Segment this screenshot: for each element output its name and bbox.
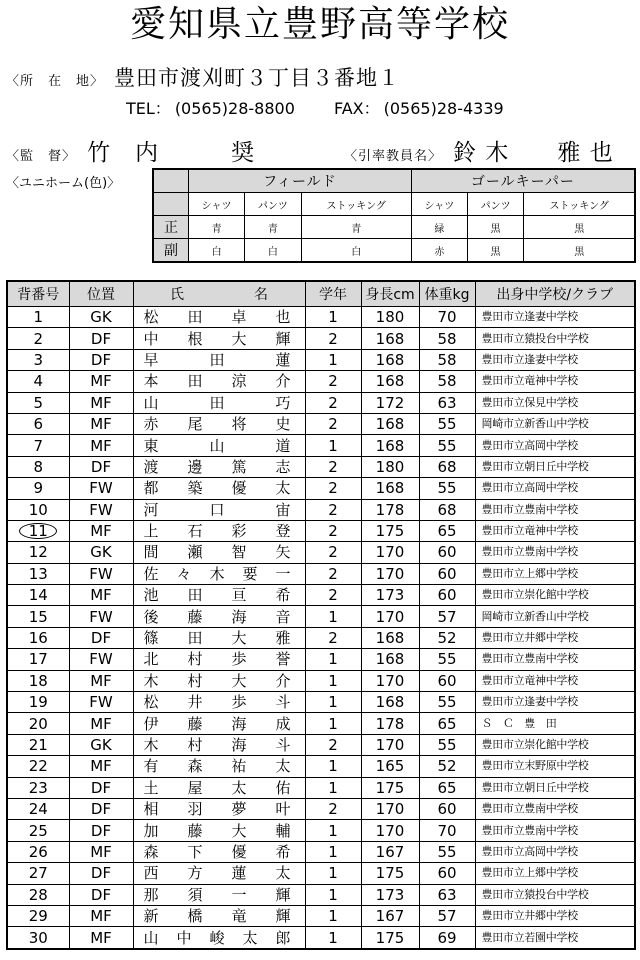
player-name: 赤尾将史: [133, 413, 305, 434]
player-number: 1: [7, 307, 69, 328]
table-row: [7, 627, 635, 648]
table-row: [7, 863, 635, 884]
uniform-row-secondary: 副: [153, 239, 189, 263]
player-height: 175: [361, 520, 419, 541]
player-grade: 1: [305, 670, 361, 691]
uniform-item: シャツ: [411, 193, 467, 216]
player-position: MF: [69, 392, 133, 413]
uniform-corner: [153, 193, 189, 216]
leader-label: 〈引率教員名〉: [344, 149, 443, 164]
player-school: 豊田市立井郷中学校: [475, 905, 635, 926]
player-weight: 60: [419, 542, 475, 563]
player-number: 24: [7, 798, 69, 819]
table-row: [7, 756, 635, 777]
tel-value: (0565)28-8800: [174, 99, 295, 118]
player-number: 5: [7, 392, 69, 413]
table-row: [7, 798, 635, 819]
player-grade: 2: [305, 627, 361, 648]
player-name: 都築優太: [133, 478, 305, 499]
player-grade: 2: [305, 563, 361, 584]
contact-line: [126, 96, 538, 119]
coach-name: 竹 内 奨: [87, 140, 256, 166]
player-grade: 2: [305, 798, 361, 819]
player-number: 6: [7, 413, 69, 434]
table-row: [7, 905, 635, 926]
player-number: 19: [7, 692, 69, 713]
table-row: [7, 542, 635, 563]
player-school: 豊田市立上郷中学校: [475, 863, 635, 884]
uniform-item: ストッキング: [524, 193, 635, 216]
player-height: 170: [361, 563, 419, 584]
player-height: 173: [361, 585, 419, 606]
player-number: 7: [7, 435, 69, 456]
table-row: [7, 349, 635, 370]
player-name: 那須一輝: [133, 884, 305, 905]
player-school: 豊田市立豊南中学校: [475, 499, 635, 520]
player-school: 豊田市立上郷中学校: [475, 563, 635, 584]
player-grade: 2: [305, 520, 361, 541]
table-row: [7, 606, 635, 627]
player-number: [7, 520, 69, 541]
player-height: 170: [361, 820, 419, 841]
player-height: 180: [361, 307, 419, 328]
player-school: 豊田市立末野原中学校: [475, 756, 635, 777]
player-grade: 2: [305, 478, 361, 499]
table-row: [7, 392, 635, 413]
player-weight: 68: [419, 499, 475, 520]
uniform-item: パンツ: [467, 193, 524, 216]
player-height: 165: [361, 756, 419, 777]
captain-circle: 11: [19, 523, 57, 539]
player-grade: 1: [305, 606, 361, 627]
player-weight: 60: [419, 863, 475, 884]
player-school: 豊田市立逢妻中学校: [475, 692, 635, 713]
uniform-color: 黒: [524, 216, 635, 239]
roster-table: [6, 280, 636, 950]
player-position: MF: [69, 371, 133, 392]
player-school: 豊田市立若園中学校: [475, 927, 635, 949]
player-position: DF: [69, 328, 133, 349]
player-weight: 52: [419, 756, 475, 777]
uniform-color: 赤: [411, 239, 467, 263]
player-number: 13: [7, 563, 69, 584]
player-school: 岡崎市立新香山中学校: [475, 606, 635, 627]
player-position: DF: [69, 777, 133, 798]
player-weight: 63: [419, 392, 475, 413]
player-weight: 55: [419, 649, 475, 670]
uniform-color: 白: [189, 239, 245, 263]
player-position: FW: [69, 478, 133, 499]
uniform-color: 青: [245, 216, 302, 239]
player-number: 2: [7, 328, 69, 349]
fax-value: (0565)28-4339: [383, 99, 504, 118]
player-height: 168: [361, 627, 419, 648]
player-number: 9: [7, 478, 69, 499]
player-weight: 60: [419, 563, 475, 584]
table-row: [7, 499, 635, 520]
player-grade: 2: [305, 734, 361, 755]
player-number: 16: [7, 627, 69, 648]
roster-body: [7, 307, 635, 949]
player-weight: 63: [419, 884, 475, 905]
player-number: 10: [7, 499, 69, 520]
player-weight: 55: [419, 692, 475, 713]
player-name: 松田卓也: [133, 307, 305, 328]
address-value: 豊田市渡刈町３丁目３番地１: [114, 66, 401, 90]
player-number: 4: [7, 371, 69, 392]
table-row: [7, 328, 635, 349]
player-height: 172: [361, 392, 419, 413]
uniform-table: [152, 168, 636, 263]
player-name: 有森祐太: [133, 756, 305, 777]
player-number: 15: [7, 606, 69, 627]
player-position: GK: [69, 542, 133, 563]
player-grade: 1: [305, 349, 361, 370]
player-weight: 65: [419, 713, 475, 734]
col-number: 背番号: [7, 281, 69, 307]
player-grade: 1: [305, 777, 361, 798]
player-number: 14: [7, 585, 69, 606]
coach-line: [6, 134, 255, 167]
player-name: 本田涼介: [133, 371, 305, 392]
player-grade: 1: [305, 841, 361, 862]
uniform-color: 白: [301, 239, 411, 263]
player-number: 20: [7, 713, 69, 734]
player-school: 豊田市立竜神中学校: [475, 670, 635, 691]
player-number: 29: [7, 905, 69, 926]
table-row: [7, 841, 635, 862]
player-school: 豊田市立保見中学校: [475, 392, 635, 413]
player-school: 豊田市立朝日丘中学校: [475, 456, 635, 477]
uniform-color: 青: [189, 216, 245, 239]
player-grade: 2: [305, 371, 361, 392]
player-weight: 60: [419, 670, 475, 691]
player-weight: 69: [419, 927, 475, 949]
player-height: 175: [361, 927, 419, 949]
table-row: [7, 435, 635, 456]
player-grade: 1: [305, 756, 361, 777]
col-height: 身長cm: [361, 281, 419, 307]
player-number: 30: [7, 927, 69, 949]
player-name: 土屋太佑: [133, 777, 305, 798]
player-name: 木村海斗: [133, 734, 305, 755]
player-grade: 2: [305, 328, 361, 349]
player-grade: 1: [305, 307, 361, 328]
player-grade: 1: [305, 649, 361, 670]
player-weight: 55: [419, 478, 475, 499]
player-weight: 55: [419, 841, 475, 862]
player-grade: 1: [305, 692, 361, 713]
table-row: [7, 734, 635, 755]
table-row: [7, 371, 635, 392]
player-position: FW: [69, 606, 133, 627]
player-school: 豊田市立崇化館中学校: [475, 734, 635, 755]
player-position: MF: [69, 713, 133, 734]
uniform-item: シャツ: [189, 193, 245, 216]
player-name: 篠田大雅: [133, 627, 305, 648]
table-row: [7, 585, 635, 606]
player-weight: 68: [419, 456, 475, 477]
player-school: 豊田市立朝日丘中学校: [475, 777, 635, 798]
player-school: 豊田市立高岡中学校: [475, 841, 635, 862]
player-height: 167: [361, 905, 419, 926]
player-name: 東山道: [133, 435, 305, 456]
table-row: [7, 649, 635, 670]
player-height: 168: [361, 349, 419, 370]
tel-label: TEL：: [126, 99, 171, 118]
player-school: 豊田市立豊南中学校: [475, 798, 635, 819]
leader-line: [344, 134, 614, 167]
player-grade: 1: [305, 884, 361, 905]
player-name: 早田蓮: [133, 349, 305, 370]
player-position: FW: [69, 692, 133, 713]
player-height: 168: [361, 328, 419, 349]
player-position: MF: [69, 905, 133, 926]
player-number: 12: [7, 542, 69, 563]
player-weight: 55: [419, 435, 475, 456]
player-name: 後藤海音: [133, 606, 305, 627]
table-row: [7, 692, 635, 713]
fax-label: FAX：: [333, 99, 380, 118]
school-title: 愛知県立豊野高等学校: [129, 4, 510, 45]
player-school: 豊田市立竜神中学校: [475, 520, 635, 541]
player-school: 豊田市立逢妻中学校: [475, 349, 635, 370]
player-grade: 2: [305, 392, 361, 413]
player-height: 173: [361, 884, 419, 905]
player-height: 168: [361, 692, 419, 713]
player-position: DF: [69, 456, 133, 477]
player-position: GK: [69, 734, 133, 755]
uniform-color: 黒: [524, 239, 635, 263]
player-name: 山中峻太郎: [133, 927, 305, 949]
table-row: [7, 413, 635, 434]
player-name: 森下優希: [133, 841, 305, 862]
player-weight: 58: [419, 349, 475, 370]
col-name: 氏 名: [133, 281, 305, 307]
player-height: 168: [361, 413, 419, 434]
player-height: 167: [361, 841, 419, 862]
player-name: 相羽夢叶: [133, 798, 305, 819]
player-grade: 2: [305, 499, 361, 520]
player-height: 180: [361, 456, 419, 477]
uniform-color: 緑: [411, 216, 467, 239]
uniform-row-primary: 正: [153, 216, 189, 239]
table-row: [7, 713, 635, 734]
player-height: 175: [361, 777, 419, 798]
coach-label: 〈監 督〉: [6, 149, 77, 164]
table-row: [7, 670, 635, 691]
player-height: 168: [361, 649, 419, 670]
col-school: 出身中学校/クラブ: [475, 281, 635, 307]
roster-header-row: [7, 281, 635, 307]
uniform-color: 黒: [467, 239, 524, 263]
player-school: 豊田市立崇化館中学校: [475, 585, 635, 606]
player-position: MF: [69, 413, 133, 434]
player-weight: 60: [419, 585, 475, 606]
player-position: FW: [69, 499, 133, 520]
table-row: [7, 563, 635, 584]
player-weight: 65: [419, 520, 475, 541]
player-name: 西方蓮太: [133, 863, 305, 884]
uniform-item: パンツ: [245, 193, 302, 216]
player-height: 170: [361, 670, 419, 691]
player-name: 河口宙: [133, 499, 305, 520]
table-row: [7, 456, 635, 477]
player-weight: 55: [419, 413, 475, 434]
player-position: DF: [69, 820, 133, 841]
player-position: MF: [69, 841, 133, 862]
player-position: GK: [69, 307, 133, 328]
table-row: [7, 777, 635, 798]
player-number: 28: [7, 884, 69, 905]
player-weight: 70: [419, 307, 475, 328]
player-position: FW: [69, 649, 133, 670]
table-row: [7, 820, 635, 841]
player-weight: 60: [419, 798, 475, 819]
uniform-corner: [153, 169, 189, 193]
location-label: 〈所 在 地〉: [6, 74, 105, 89]
uniform-color: 白: [245, 239, 302, 263]
player-name: 中根大輝: [133, 328, 305, 349]
player-position: MF: [69, 585, 133, 606]
player-school: 豊田市立高岡中学校: [475, 478, 635, 499]
player-height: 178: [361, 713, 419, 734]
player-grade: 1: [305, 927, 361, 949]
player-weight: 58: [419, 371, 475, 392]
table-row: [7, 520, 635, 541]
player-position: MF: [69, 435, 133, 456]
player-position: FW: [69, 563, 133, 584]
table-row: [7, 884, 635, 905]
player-school: 岡崎市立新香山中学校: [475, 413, 635, 434]
player-grade: 2: [305, 542, 361, 563]
col-weight: 体重kg: [419, 281, 475, 307]
player-height: 175: [361, 863, 419, 884]
player-name: 渡邊篤志: [133, 456, 305, 477]
uniform-item: ストッキング: [301, 193, 411, 216]
table-row: [7, 478, 635, 499]
player-number: 17: [7, 649, 69, 670]
player-position: DF: [69, 349, 133, 370]
player-weight: 57: [419, 905, 475, 926]
player-name: 伊藤海成: [133, 713, 305, 734]
player-grade: 1: [305, 863, 361, 884]
uniform-color: 黒: [467, 216, 524, 239]
player-weight: 55: [419, 734, 475, 755]
player-school: Ｓ Ｃ 豊 田: [475, 713, 635, 734]
player-name: 池田亘希: [133, 585, 305, 606]
player-number: 27: [7, 863, 69, 884]
player-weight: 58: [419, 328, 475, 349]
player-grade: 1: [305, 905, 361, 926]
leader-name: 鈴 木 雅 也: [453, 140, 614, 166]
player-name: 上石彩登: [133, 520, 305, 541]
player-position: DF: [69, 884, 133, 905]
player-grade: 2: [305, 456, 361, 477]
player-school: 豊田市立豊南中学校: [475, 649, 635, 670]
table-row: [7, 307, 635, 328]
player-name: 北村歩誉: [133, 649, 305, 670]
player-grade: 1: [305, 713, 361, 734]
player-grade: 1: [305, 435, 361, 456]
player-number: 25: [7, 820, 69, 841]
player-name: 新橋竜輝: [133, 905, 305, 926]
player-height: 168: [361, 371, 419, 392]
player-school: 豊田市立豊南中学校: [475, 542, 635, 563]
player-grade: 2: [305, 585, 361, 606]
player-school: 豊田市立逢妻中学校: [475, 307, 635, 328]
player-name: 山田巧: [133, 392, 305, 413]
player-number: 18: [7, 670, 69, 691]
player-weight: 57: [419, 606, 475, 627]
player-position: MF: [69, 756, 133, 777]
player-position: DF: [69, 798, 133, 819]
player-weight: 52: [419, 627, 475, 648]
player-height: 170: [361, 606, 419, 627]
player-height: 170: [361, 798, 419, 819]
player-school: 豊田市立猿投台中学校: [475, 884, 635, 905]
player-number: 23: [7, 777, 69, 798]
player-height: 170: [361, 734, 419, 755]
col-position: 位置: [69, 281, 133, 307]
player-number: 3: [7, 349, 69, 370]
player-name: 加藤大輔: [133, 820, 305, 841]
player-position: MF: [69, 927, 133, 949]
player-weight: 70: [419, 820, 475, 841]
uniform-group-field: フィールド: [189, 169, 412, 193]
uniform-label: 〈ユニホーム(色)〉: [6, 176, 121, 191]
player-grade: 2: [305, 413, 361, 434]
player-number: 26: [7, 841, 69, 862]
player-height: 170: [361, 542, 419, 563]
player-school: 豊田市立竜神中学校: [475, 371, 635, 392]
player-height: 168: [361, 435, 419, 456]
player-position: MF: [69, 670, 133, 691]
player-position: DF: [69, 863, 133, 884]
table-row: [7, 927, 635, 949]
player-position: MF: [69, 520, 133, 541]
player-height: 168: [361, 478, 419, 499]
uniform-group-keeper: ゴールキーパー: [411, 169, 635, 193]
player-name: 佐々木要一: [133, 563, 305, 584]
player-name: 間瀬智矢: [133, 542, 305, 563]
player-name: 木村大介: [133, 670, 305, 691]
address-line: [6, 62, 400, 92]
player-number: 8: [7, 456, 69, 477]
player-weight: 65: [419, 777, 475, 798]
player-school: 豊田市立豊南中学校: [475, 820, 635, 841]
player-number: 22: [7, 756, 69, 777]
player-position: DF: [69, 627, 133, 648]
player-name: 松井歩斗: [133, 692, 305, 713]
player-school: 豊田市立井郷中学校: [475, 627, 635, 648]
uniform-color: 青: [301, 216, 411, 239]
player-grade: 1: [305, 820, 361, 841]
player-number: 21: [7, 734, 69, 755]
player-height: 178: [361, 499, 419, 520]
player-school: 豊田市立高岡中学校: [475, 435, 635, 456]
player-school: 豊田市立猿投台中学校: [475, 328, 635, 349]
col-grade: 学年: [305, 281, 361, 307]
